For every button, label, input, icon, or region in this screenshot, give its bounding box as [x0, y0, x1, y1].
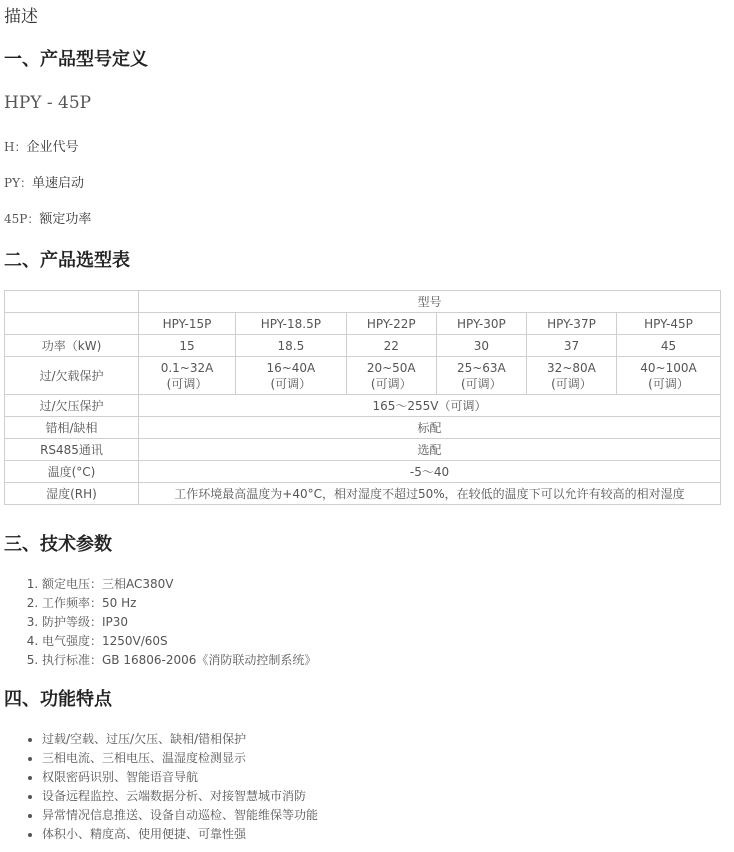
definition-key: H： — [4, 140, 27, 154]
table-cell-overload — [139, 357, 236, 395]
list-item: • 三相电流、三相电压、温湿度检测显示 — [42, 749, 318, 768]
list-item: 4. 电气强度：1250V/60S — [42, 632, 316, 651]
current-range: 32~80A — [547, 360, 596, 375]
section-title-features: 四、功能特点 — [4, 689, 112, 710]
current-range: 40~100A — [640, 360, 697, 375]
row-label-voltage: 过/欠压保护 — [5, 395, 139, 417]
current-range: 0.1~32A — [160, 360, 214, 375]
model-code: HPY - 45P — [4, 93, 92, 113]
table-cell-model: HPY-37P — [526, 313, 616, 335]
current-range: 25~63A — [456, 360, 506, 375]
table-cell-model: HPY-30P — [436, 313, 526, 335]
table-cell-power: 37 — [526, 335, 616, 357]
table-cell-rs485: 选配 — [139, 439, 721, 461]
table-cell-power: 30 — [436, 335, 526, 357]
adjustable-note: (可调） — [166, 376, 208, 391]
row-label-overload: 过/欠载保护 — [5, 357, 139, 395]
product-selection-table — [4, 290, 721, 505]
table-cell-overload — [346, 357, 436, 395]
adjustable-note: (可调） — [370, 376, 412, 391]
adjustable-note: (可调） — [270, 376, 312, 391]
definition-value: 额定功率 — [39, 212, 92, 227]
row-label-temperature: 温度(°C) — [5, 461, 139, 483]
row-label-humidity: 湿度(RH) — [5, 483, 139, 505]
table-cell-model: HPY-18.5P — [236, 313, 347, 335]
table-row — [5, 417, 721, 439]
table-row — [5, 461, 721, 483]
table-cell-temperature: -5～40 — [139, 461, 721, 483]
definition-key: PY： — [4, 176, 32, 190]
definition-item — [4, 208, 91, 227]
table-cell-power: 18.5 — [236, 335, 347, 357]
current-range: 20~50A — [366, 360, 416, 375]
list-item: • 权限密码识别、智能语音导航 — [42, 768, 318, 787]
adjustable-note: (可调） — [648, 376, 689, 391]
table-cell-empty — [5, 291, 139, 313]
list-item: • 体积小、精度高、使用便捷、可靠性强 — [42, 825, 318, 844]
table-cell-overload — [436, 357, 526, 395]
table-cell-phase: 标配 — [139, 417, 721, 439]
adjustable-note: (可调） — [551, 376, 592, 391]
table-cell-power: 22 — [346, 335, 436, 357]
definition-item — [4, 172, 84, 191]
table-cell-model: HPY-22P — [346, 313, 436, 335]
definition-value: 企业代号 — [26, 140, 79, 155]
table-cell-voltage: 165～255V（可调） — [139, 395, 721, 417]
row-label-power: 功率（kW) — [5, 335, 139, 357]
table-header-model: 型号 — [139, 291, 721, 313]
table-cell-humidity: 工作环境最高温度为+40°C，相对湿度不超过50%，在较低的温度下可以允许有较高的相对湿度 — [139, 483, 721, 505]
current-range: 16~40A — [266, 360, 316, 375]
list-item: • 异常情况信息推送、设备自动巡检、智能维保等功能 — [42, 806, 318, 825]
section-title-model-definition: 一、产品型号定义 — [4, 49, 148, 70]
list-item: 3. 防护等级：IP30 — [42, 613, 316, 632]
list-item: 1. 额定电压：三相AC380V — [42, 575, 316, 594]
features-list — [0, 730, 318, 844]
section-title-selection-table: 二、产品选型表 — [4, 250, 130, 271]
table-cell-power: 45 — [617, 335, 721, 357]
list-item: 5. 执行标准：GB 16806-2006《消防联动控制系统》 — [42, 651, 316, 670]
table-cell-model: HPY-45P — [617, 313, 721, 335]
table-cell-overload — [526, 357, 616, 395]
table-row — [5, 395, 721, 417]
table-cell-empty — [5, 313, 139, 335]
definition-key: 45P： — [4, 212, 40, 226]
description-label: 描述 — [4, 7, 38, 27]
table-row — [5, 483, 721, 505]
adjustable-note: (可调） — [461, 376, 502, 391]
list-item: 2. 工作频率：50 Hz — [42, 594, 316, 613]
row-label-rs485: RS485通讯 — [5, 439, 139, 461]
definition-value: 单速启动 — [32, 176, 85, 191]
table-row — [5, 357, 721, 395]
table-cell-overload — [236, 357, 347, 395]
list-item: • 过载/空载、过压/欠压、缺相/错相保护 — [42, 730, 318, 749]
table-row — [5, 291, 721, 313]
table-cell-model: HPY-15P — [139, 313, 236, 335]
table-cell-power: 15 — [139, 335, 236, 357]
table-row — [5, 335, 721, 357]
row-label-phase: 错相/缺相 — [5, 417, 139, 439]
list-item: • 设备远程监控、云端数据分析、对接智慧城市消防 — [42, 787, 318, 806]
table-row — [5, 439, 721, 461]
section-title-technical-params: 三、技术参数 — [4, 534, 112, 555]
definition-item — [4, 136, 78, 155]
table-cell-overload — [617, 357, 721, 395]
technical-params-list — [0, 575, 316, 670]
table-row — [5, 313, 721, 335]
